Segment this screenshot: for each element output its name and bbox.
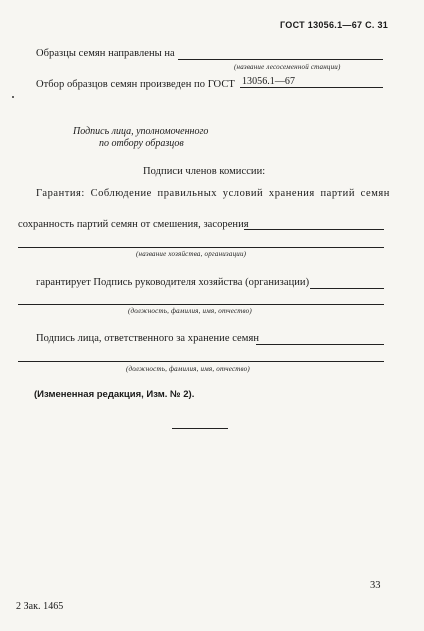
page-header: ГОСТ 13056.1—67 С. 31 — [280, 20, 389, 30]
print-order: 2 Зак. 1465 — [16, 601, 64, 612]
sampling-label: Отбор образцов семян произведен по ГОСТ — [36, 79, 235, 90]
authorized-signature-line2: по отбору образцов — [99, 138, 184, 149]
sent-to-line — [178, 59, 383, 60]
guarantor-caption: (должность, фамилия, имя, отчество) — [128, 307, 252, 315]
page-number: 33 — [370, 580, 381, 591]
closing-rule — [172, 428, 228, 429]
storage-fill-line — [256, 344, 384, 345]
organization-line — [18, 247, 384, 248]
guarantor-name-line — [18, 304, 384, 305]
guarantee-line2: сохранность партий семян от смешения, засорения — [18, 219, 249, 230]
organization-caption: (название хозяйства, организации) — [136, 250, 247, 258]
sent-to-label: Образцы семян направлены на — [36, 48, 175, 59]
commission-signatures-label: Подписи членов комиссии: — [143, 166, 266, 177]
sampling-line — [240, 87, 383, 88]
guarantor-label: гарантирует Подпись руководителя хозяйства (организации) — [36, 277, 310, 288]
guarantee-fill-line — [244, 229, 384, 230]
sent-to-caption: (название лесосеменной станции) — [234, 63, 341, 71]
storage-label: Подпись лица, ответственного за хранение семян — [36, 333, 259, 344]
revision-note: (Измененная редакция, Изм. № 2). — [34, 389, 195, 400]
guarantor-fill-line — [310, 288, 384, 289]
storage-caption: (должность, фамилия, имя, отчество) — [126, 365, 250, 373]
authorized-signature-line1: Подпись лица, уполномоченного — [73, 126, 209, 137]
guarantee-label: Гарантия: Соблюдение правильных условий хранения партий семян — [36, 188, 390, 199]
margin-dot — [12, 96, 14, 98]
storage-name-line — [18, 361, 384, 362]
sampling-standard-value: 13056.1—67 — [242, 76, 295, 87]
